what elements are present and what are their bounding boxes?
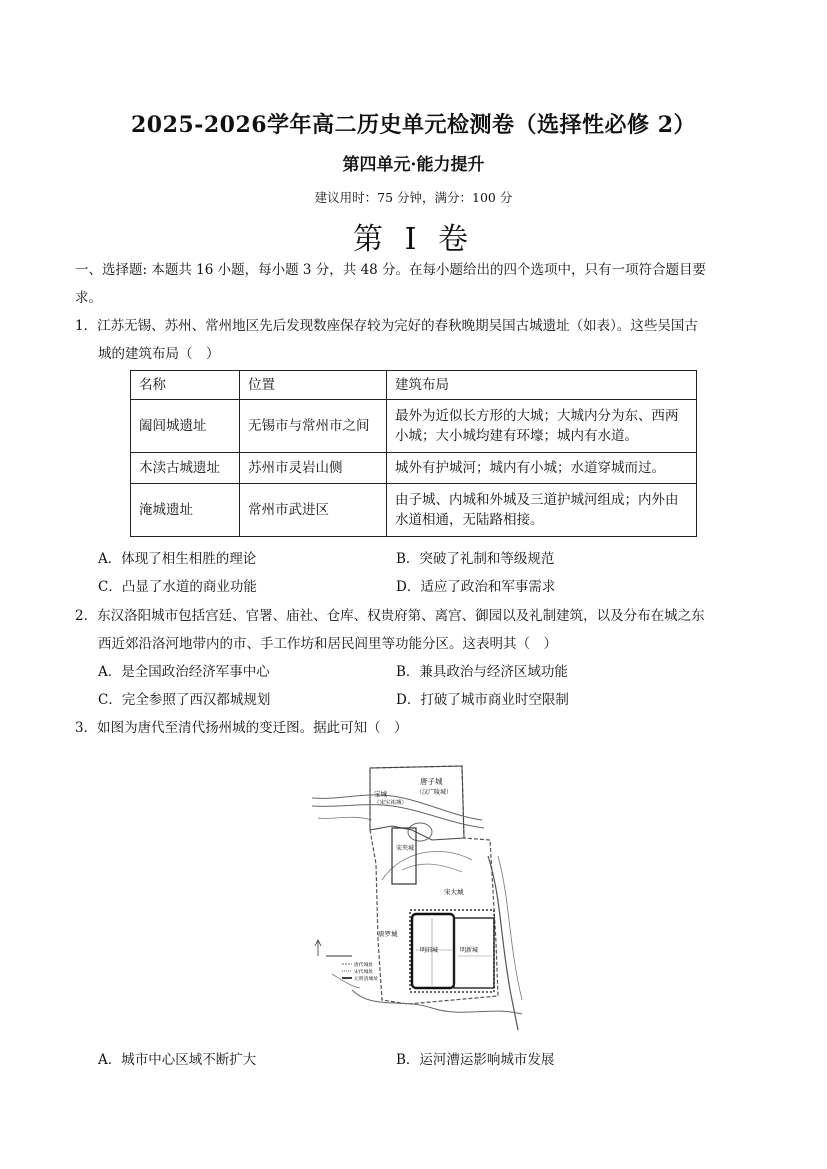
exam-title: 2025-2026学年高二历史单元检测卷（选择性必修 2） bbox=[130, 112, 697, 138]
canal-line bbox=[488, 856, 518, 1030]
q2-stem-line1: 2．东汉洛阳城市包括宫廷、官署、庙社、仓库、权贵府第、离宫、御园以及礼制建筑，以及分布在城之东 bbox=[75, 608, 705, 624]
river-line bbox=[352, 990, 522, 1014]
time-note: 建议用时：75 分钟，满分：100 分 bbox=[314, 190, 513, 205]
table-cell: 由子城、内城和外城及三道护城河组成；内外由水道相通，无陆路相接。 bbox=[387, 484, 697, 537]
legend-ming: 元明清城址 bbox=[354, 977, 378, 982]
table-row bbox=[131, 400, 697, 453]
q2-option-c: C．完全参照了西汉都城规划 bbox=[98, 692, 271, 708]
river-line bbox=[312, 795, 482, 820]
river-line bbox=[312, 805, 484, 828]
map-label-ming-jiu: 明旧城 bbox=[420, 947, 439, 954]
q3-option-a: A．城市中心区域不断扩大 bbox=[98, 1052, 257, 1068]
q1-option-c: C．凸显了水道的商业功能 bbox=[98, 579, 257, 595]
q1-stem-line2: 城的建筑布局（ ） bbox=[98, 346, 220, 362]
exam-subtitle: 第四单元·能力提升 bbox=[342, 155, 485, 175]
q1-option-d: D．适应了政治和军事需求 bbox=[396, 579, 556, 595]
map-label-bao-cheng: 宝城 bbox=[374, 790, 387, 798]
table-row bbox=[131, 453, 697, 484]
pond bbox=[408, 823, 432, 841]
yangzhou-map bbox=[312, 760, 530, 1032]
q1-table bbox=[130, 370, 697, 537]
table-cell: 无锡市与常州市之间 bbox=[240, 400, 387, 453]
volume-heading: 第 I 卷 bbox=[353, 222, 474, 257]
q1-stem-line1: 1．江苏无锡、苏州、常州地区先后发现数座保存较为完好的春秋晚期吴国古城遗址（如表）。这些吴国古 bbox=[75, 318, 698, 334]
map-label-ming-xin: 明新城 bbox=[460, 947, 479, 954]
q1-option-b: B．突破了礼制和等级规范 bbox=[396, 551, 555, 567]
table-cell: 城外有护城河；城内有小城；水道穿城而过。 bbox=[387, 453, 697, 484]
q3-option-b: B．运河漕运影响城市发展 bbox=[396, 1052, 555, 1068]
q2-option-a: A．是全国政治经济军事中心 bbox=[98, 664, 270, 680]
section-intro-line2: 求。 bbox=[75, 290, 102, 306]
table-cell: 木渎古城遗址 bbox=[131, 453, 240, 484]
map-label-song-da: 宋大城 bbox=[444, 888, 464, 896]
map-label-tang-zicheng: 唐子城 bbox=[420, 777, 443, 786]
map-label-song-bao: （宋宝祐城） bbox=[374, 800, 408, 806]
legend-tang: 唐代城址 bbox=[354, 963, 374, 968]
table-cell: 最外为近似长方形的大城；大城内分为东、西两小城；大小城均建有环壕；城内有水道。 bbox=[387, 400, 697, 453]
table-header-cell: 名称 bbox=[131, 371, 240, 400]
table-header-cell: 建筑布局 bbox=[387, 371, 697, 400]
table-cell: 苏州市灵岩山侧 bbox=[240, 453, 387, 484]
q2-option-d: D．打破了城市商业时空限制 bbox=[396, 692, 569, 708]
map-label-song-jia: 宋夹城 bbox=[396, 845, 415, 852]
q1-option-a: A．体现了相生相胜的理论 bbox=[98, 551, 257, 567]
water-curve bbox=[402, 864, 462, 872]
water-curve bbox=[382, 851, 472, 880]
map-label-tang-luo: 唐罗城 bbox=[378, 930, 398, 938]
table-cell: 阖闾城遗址 bbox=[131, 400, 240, 453]
q3-stem-line1: 3．如图为唐代至清代扬州城的变迁图。据此可知（ ） bbox=[75, 720, 408, 736]
table-row bbox=[131, 484, 697, 537]
legend-song: 宋代城址 bbox=[354, 970, 374, 975]
q2-option-b: B．兼具政治与经济区域功能 bbox=[396, 664, 568, 680]
table-header-cell: 位置 bbox=[240, 371, 387, 400]
north-arrow-icon bbox=[315, 940, 321, 956]
q2-stem-line2: 西近郊沿洛河地带内的市、手工作坊和居民闾里等功能分区。这表明其（ ） bbox=[98, 636, 557, 652]
table-cell: 淹城遗址 bbox=[131, 484, 240, 537]
table-header-row bbox=[131, 371, 697, 400]
table-cell: 常州市武进区 bbox=[240, 484, 387, 537]
section-intro-line1: 一、选择题: 本题共 16 小题，每小题 3 分，共 48 分。在每小题给出的四个选项中，只有一项符合题目要 bbox=[75, 262, 707, 278]
map-label-tang-zicheng-sub: （汉广陵城） bbox=[416, 789, 453, 796]
river-line bbox=[318, 817, 372, 820]
